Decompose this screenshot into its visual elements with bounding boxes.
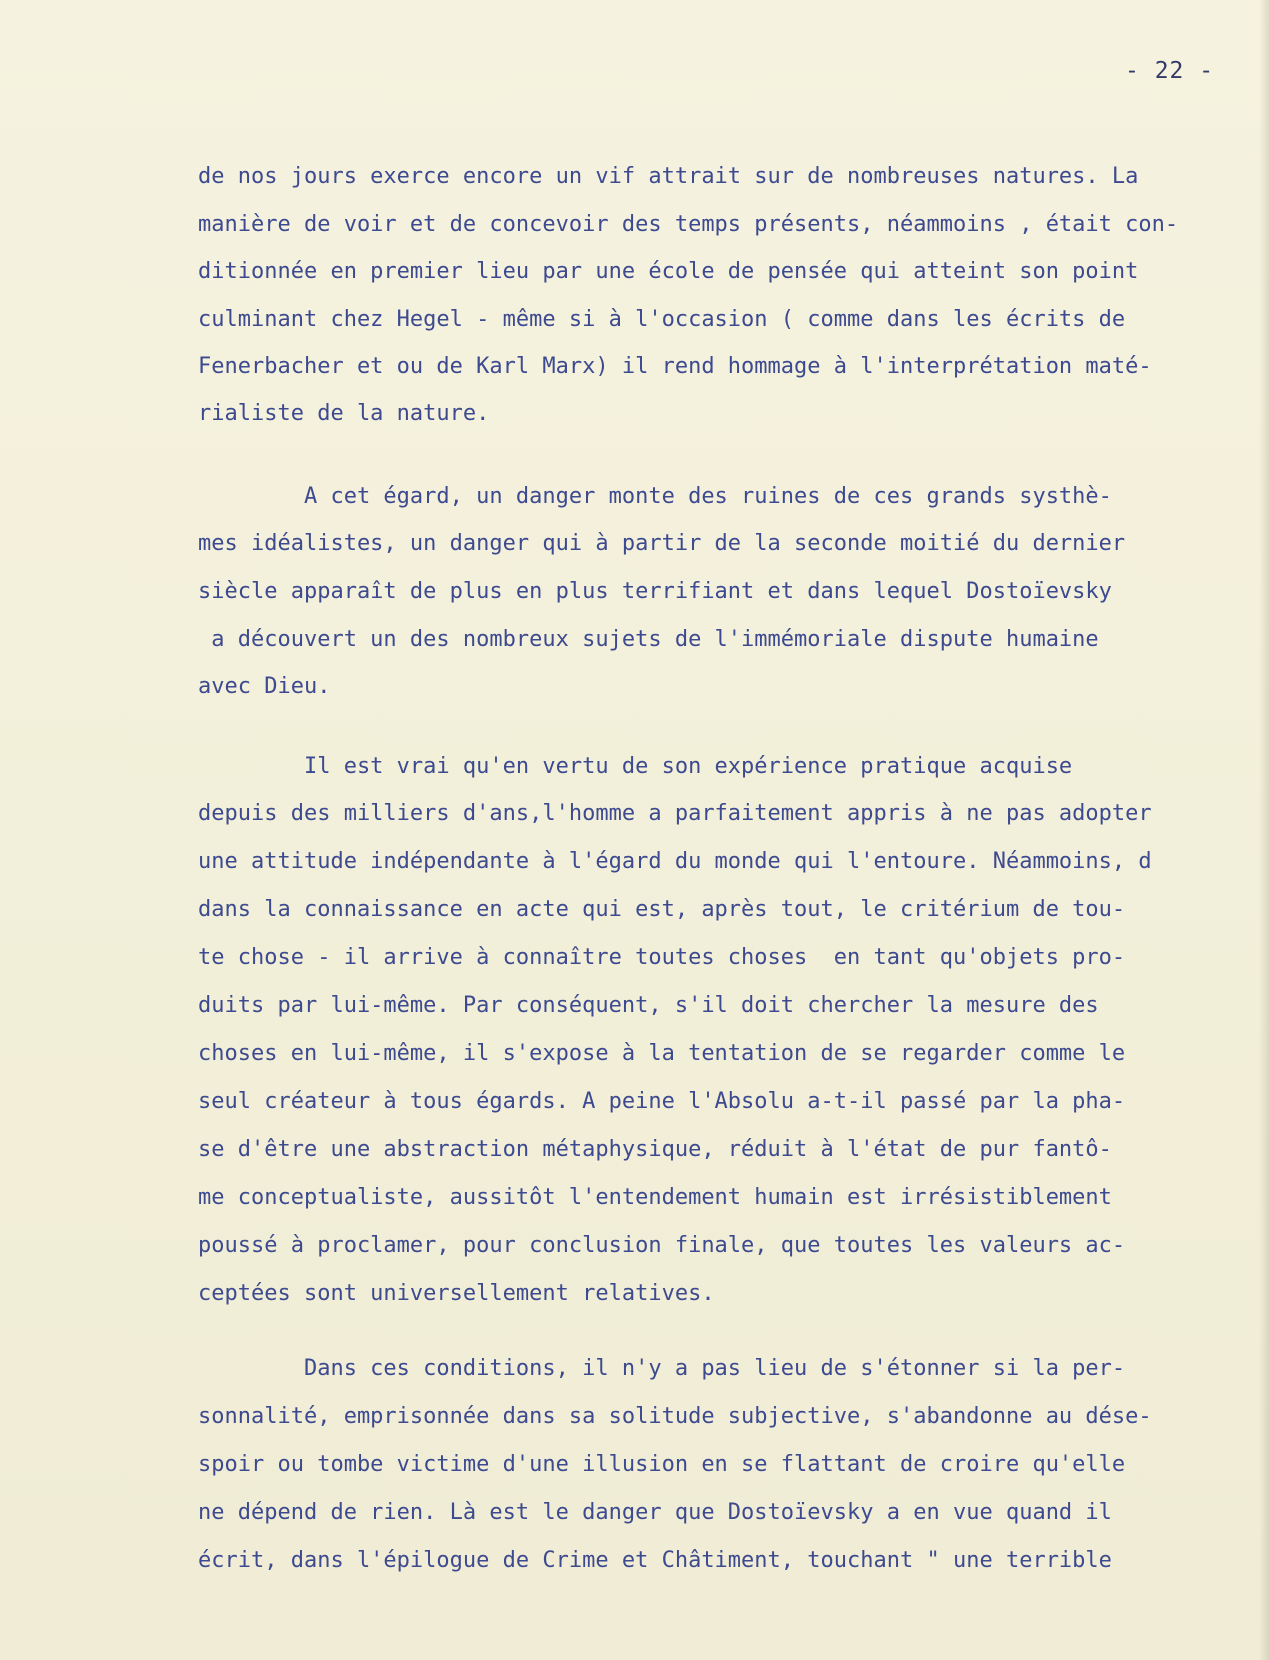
text-line: poussé à proclamer, pour conclusion finale, que toutes les valeurs ac- — [198, 1233, 1126, 1258]
text-line: Dans ces conditions, il n'y a pas lieu de s'étonner si la per- — [198, 1356, 1126, 1381]
text-line: me conceptualiste, aussitôt l'entendement humain est irrésistiblement — [198, 1185, 1112, 1210]
page-number: - 22 - — [1125, 58, 1215, 84]
text-line: depuis des milliers d'ans,l'homme a parfaitement appris à ne pas adopter — [198, 801, 1152, 826]
text-line: rialiste de la nature. — [198, 401, 490, 426]
text-line: manière de voir et de concevoir des temps présents, néammoins , était con- — [198, 212, 1179, 237]
text-line: se d'être une abstraction métaphysique, réduit à l'état de pur fantô- — [198, 1137, 1112, 1162]
text-line: ceptées sont universellement relatives. — [198, 1281, 715, 1306]
text-line: ne dépend de rien. Là est le danger que Dostoïevsky a en vue quand il — [198, 1500, 1112, 1525]
text-line: choses en lui-même, il s'expose à la tentation de se regarder comme le — [198, 1041, 1126, 1066]
text-line: dans la connaissance en acte qui est, après tout, le critérium de tou- — [198, 897, 1126, 922]
text-line: siècle apparaît de plus en plus terrifiant et dans lequel Dostoïevsky — [198, 579, 1112, 604]
text-line: mes idéalistes, un danger qui à partir de la seconde moitié du dernier — [198, 531, 1126, 556]
text-line: spoir ou tombe victime d'une illusion en se flattant de croire qu'elle — [198, 1452, 1126, 1477]
text-line: une attitude indépendante à l'égard du monde qui l'entoure. Néammoins, d — [198, 849, 1152, 874]
text-line: avec Dieu. — [198, 674, 331, 699]
text-line: Fenerbacher et ou de Karl Marx) il rend hommage à l'interprétation maté- — [198, 354, 1152, 379]
body-text — [198, 0, 1264, 1573]
text-line: écrit, dans l'épilogue de Crime et Châtiment, touchant " une terrible — [198, 1548, 1112, 1573]
text-line: culminant chez Hegel - même si à l'occasion ( comme dans les écrits de — [198, 307, 1126, 332]
text-line: de nos jours exerce encore un vif attrait sur de nombreuses natures. La — [198, 164, 1139, 189]
text-line: Il est vrai qu'en vertu de son expérience pratique acquise — [198, 754, 1073, 779]
text-line: sonnalité, emprisonnée dans sa solitude subjective, s'abandonne au dése- — [198, 1404, 1152, 1429]
text-line: A cet égard, un danger monte des ruines de ces grands systhè- — [198, 484, 1112, 509]
text-line: te chose - il arrive à connaître toutes choses en tant qu'objets pro- — [198, 945, 1126, 970]
text-line: a découvert un des nombreux sujets de l'immémoriale dispute humaine — [198, 627, 1099, 652]
text-line: duits par lui-même. Par conséquent, s'il doit chercher la mesure des — [198, 993, 1099, 1018]
text-line: ditionnée en premier lieu par une école de pensée qui atteint son point — [198, 259, 1139, 284]
text-line: seul créateur à tous égards. A peine l'Absolu a-t-il passé par la pha- — [198, 1089, 1126, 1114]
